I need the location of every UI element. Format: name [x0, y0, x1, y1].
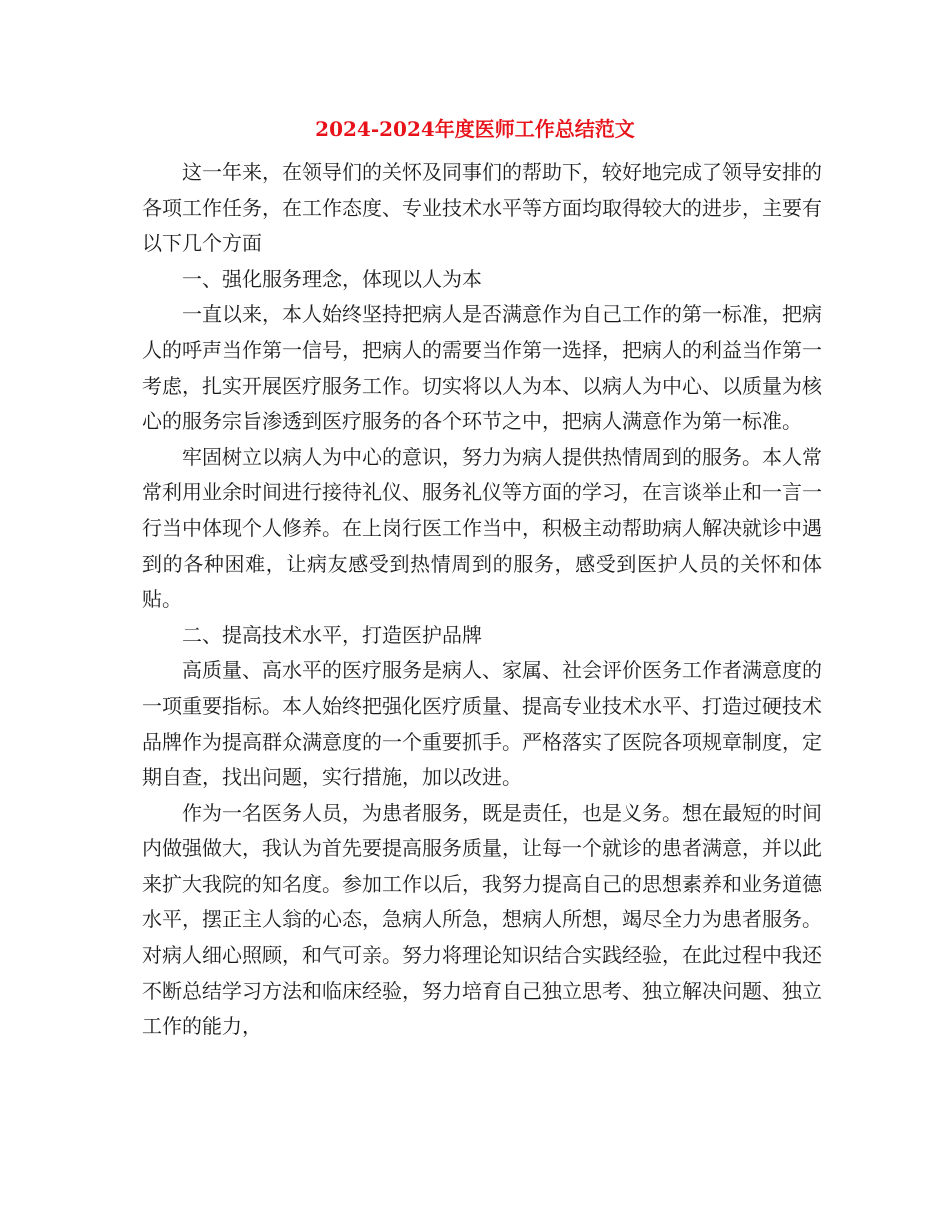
paragraph-quality: 高质量、高水平的医疗服务是病人、家属、社会评价医务工作者满意度的一项重要指标。本人始终把强化医疗质量、提高专业技术水平、打造过硬技术品牌作为提高群众满意度的一个重要抓手。严格落实了医院各项规章制度，定期自查，找出问题，实行措施，加以改进。	[142, 658, 822, 790]
document-title: 2024-2024年度医师工作总结范文	[315, 117, 635, 141]
paragraph-intro: 这一年来，在领导们的关怀及同事们的帮助下，较好地完成了领导安排的各项工作任务，在工作态度、专业技术水平等方面均取得较大的进步，主要有以下几个方面	[142, 160, 822, 256]
section-heading-1: 一、强化服务理念，体现以人为本	[182, 266, 482, 291]
paragraph-patient-centered: 牢固树立以病人为中心的意识，努力为病人提供热情周到的服务。本人常常利用业余时间进行接待礼仪、服务礼仪等方面的学习，在言谈举止和一言一行当中体现个人修养。在上岗行医工作当中，积极主动帮助病人解决就诊中遇到的各种困难，让病友感受到热情周到的服务，感受到医护人员的关怀和体贴。	[142, 444, 822, 612]
paragraph-responsibility: 作为一名医务人员，为患者服务，既是责任，也是义务。想在最短的时间内做强做大，我认为首先要提高服务质量，让每一个就诊的患者满意，并以此来扩大我院的知名度。参加工作以后，我努力提高自己的思想素养和业务道德水平，摆正主人翁的心态，急病人所急，想病人所想，竭尽全力为患者服务。对病人细心照顾，和气可亲。努力将理论知识结合实践经验，在此过程中我还不断总结学习方法和临床经验，努力培育自己独立思考、独立解决问题、独立工作的能力，	[142, 800, 822, 1039]
document-body	[142, 155, 822, 1045]
section-heading-2: 二、提高技术水平，打造医护品牌	[182, 622, 482, 647]
paragraph-service-standard: 一直以来，本人始终坚持把病人是否满意作为自己工作的第一标准，把病人的呼声当作第一信号，把病人的需要当作第一选择，把病人的利益当作第一考虑，扎实开展医疗服务工作。切实将以人为本、以病人为中心、以质量为核心的服务宗旨渗透到医疗服务的各个环节之中，把病人满意作为第一标准。	[142, 302, 822, 434]
